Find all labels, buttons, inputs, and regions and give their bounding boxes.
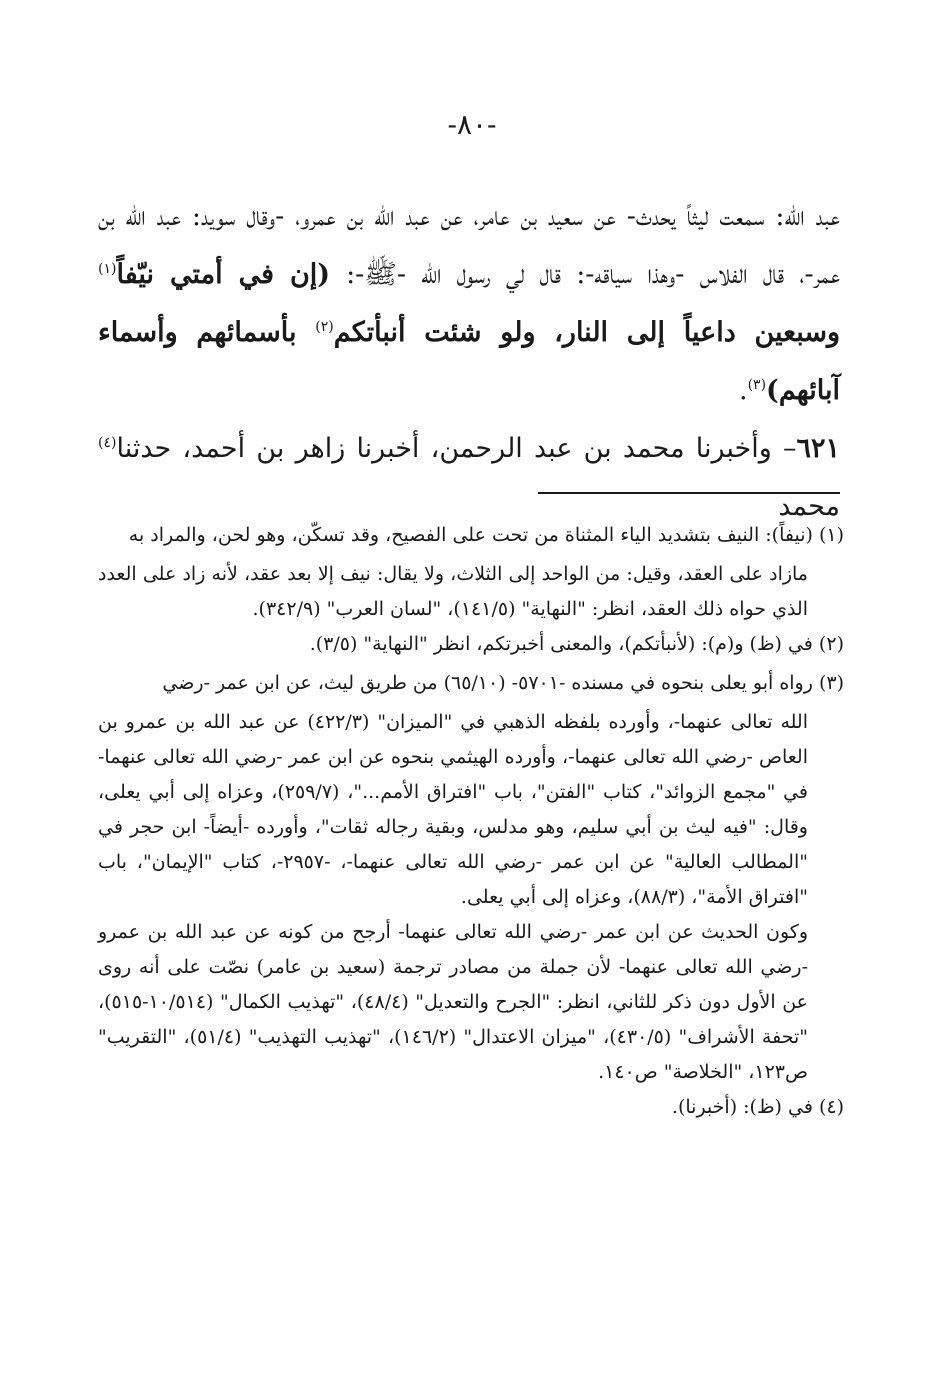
footnote-1: (١) (نيفاً): النيف بتشديد الياء المثناة من تحت على الفصيح، وقد تسكّن، وهو لحن، والمراد به bbox=[128, 524, 844, 546]
footnote-ref-1[interactable]: (١) bbox=[98, 261, 117, 277]
hadith-paragraph bbox=[98, 188, 840, 420]
footnote-1-continuation: مازاد على العقد، وقيل: من الواحد إلى الثلاث، ولا يقال: نيف إلا بعد عقد، لأنه زاد على العدد الذي حواه ذلك العقد، انظر: "النهاية" (١٤١/٥)، "لسان العرب" (٣٤٢/٩). bbox=[98, 563, 808, 620]
footnote-4: (٤) في (ظ): (أخبرنا). bbox=[671, 1096, 844, 1118]
hadith-text-part1: (إن في أمتي نيّفاً bbox=[116, 259, 347, 290]
footnote-2: (٢) في (ظ) و(م): (لأنبأتكم)، والمعنى أخبرتكم، انظر "النهاية" (٣/٥). bbox=[309, 633, 844, 655]
footnote-ref-2[interactable]: (٢) bbox=[315, 319, 334, 335]
footnote-3-second-paragraph: وكون الحديث عن ابن عمر -رضي الله تعالى عنهما- أرجح من كونه عن عبد الله بن عمرو -رضي الله تعالى عنهما- لأن جملة من مصادر ترجمة (سعيد بن عامر) نصّت على أنه روى عن الأول دون ذكر للثاني، انظر: "الجرح والتعديل" (٤٨/٤)، "تهذيب الكمال" (١٠/٥١٤-٥١٥)، "تحفة الأشراف" (٤٣٠/٥)، "ميزان الاعتدال" (١٤٦/٢)، "تهذيب التهذيب" (٥١/٤)، "التقريب" ص١٢٣، "الخلاصة" ص١٤٠. bbox=[98, 921, 808, 1083]
hadith-number: ٦٢١ bbox=[796, 433, 840, 464]
hadith-end: . bbox=[738, 375, 748, 406]
hadith-text-part3: بأسمائهم وأسماء آبائهم) bbox=[98, 317, 840, 406]
hadith-621-text: – وأخبرنا محمد بن عبد الرحمن، أخبرنا زاهر بن أحمد، حدثنا bbox=[116, 433, 797, 464]
page-number: -٨٠- bbox=[447, 108, 497, 141]
footnote-3: (٣) رواه أبو يعلى بنحوه في مسنده -٥٧٠١- (٦٥/١٠) من طريق ليث، عن ابن عمر -رضي bbox=[162, 672, 844, 694]
main-text bbox=[98, 188, 840, 536]
hadith-621-end: محمد bbox=[778, 491, 840, 522]
footnote-ref-3[interactable]: (٣) bbox=[747, 377, 767, 393]
footnote-separator bbox=[538, 492, 840, 494]
footnote-3-continuation: الله تعالى عنهما-، وأورده بلفظه الذهبي في "الميزان" (٤٢٢/٣) عن عبد الله بن عمرو بن العاص -رضي الله تعالى عنهما-، وأورده الهيثمي بنحوه عن ابن عمر -رضي الله تعالى عنهما- في "مجمع الزوائد"، كتاب "الفتن"، باب "افتراق الأمم..."، (٢٥٩/٧)، وعزاه إلى أبي يعلى، وقال: "فيه ليث بن أبي سليم، وهو مدلس، وبقية رجاله ثقات"، وأورده -أيضاً- ابن حجر في "المطالب العالية" عن ابن عمر -رضي الله تعالى عنهما-، -٢٩٥٧-، كتاب "الإيمان"، باب "افتراق الأمة"، (٨٨/٣)، وعزاه إلى أبي يعلى. bbox=[98, 711, 808, 908]
footnote-ref-4[interactable]: (٤) bbox=[98, 435, 117, 451]
isnad-text: عبد الله: سمعت ليثاً يحدث- عن سعيد بن عامر، عن عبد الله بن عمرو، -وقال سويد: عبد الله بن عمر-، قال الفلاس -وهذا سياقه-: قال لي رسول الله -ﷺ-: bbox=[98, 201, 840, 290]
footnotes bbox=[98, 518, 844, 1129]
hadith-text-part2: وسبعين داعياً إلى النار، ولو شئت أنبأتكم bbox=[333, 317, 841, 348]
